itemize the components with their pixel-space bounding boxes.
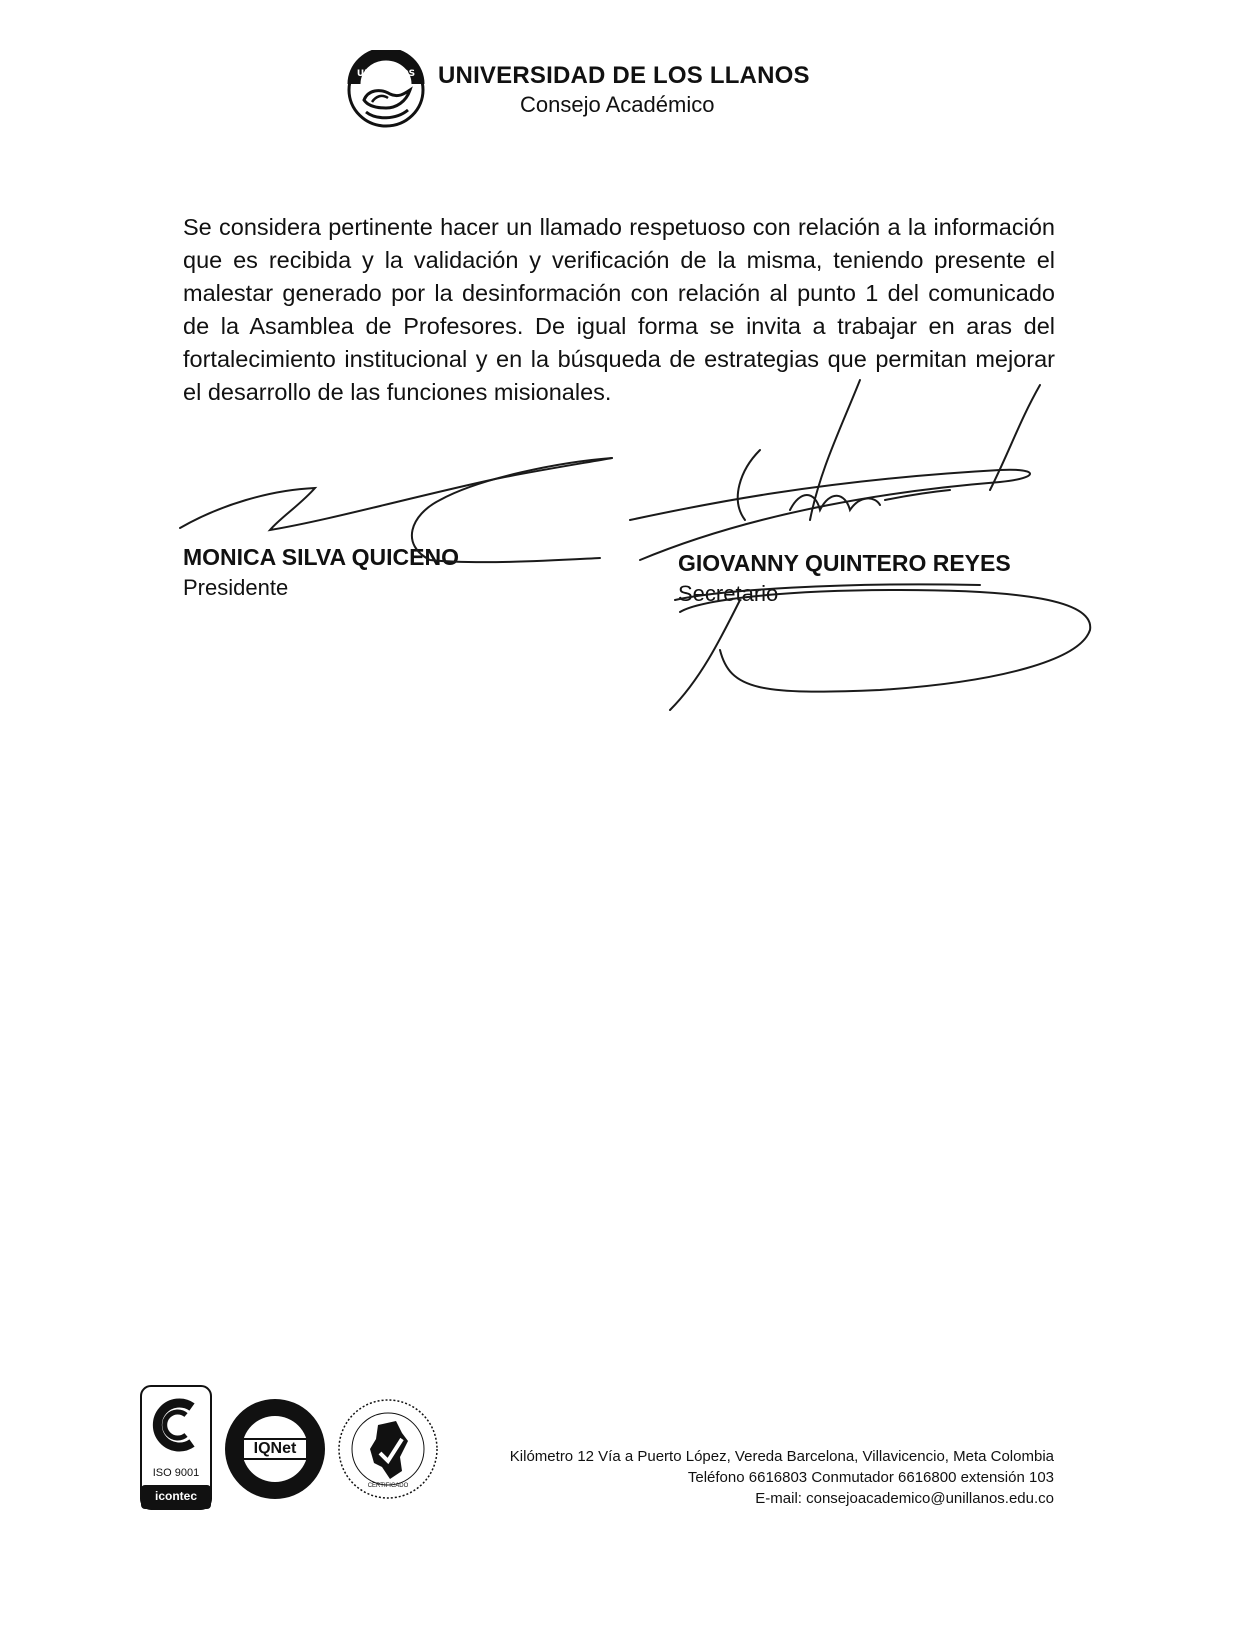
footer-phone: Teléfono 6616803 Conmutador 6616800 extensión 103 xyxy=(687,1469,1054,1486)
iso-standard-label: ISO 9001 xyxy=(152,1467,200,1479)
unillanos-logo-icon xyxy=(346,50,426,130)
ntcgp-seal xyxy=(336,1397,440,1501)
letter-footer xyxy=(510,1446,1054,1509)
ntcgp-bottom-label: CERTIFICADO xyxy=(367,1483,409,1489)
footer-address: Kilómetro 12 Vía a Puerto López, Vereda Barcelona, Villavicencio, Meta Colombia xyxy=(509,1448,1054,1465)
iqnet-seal xyxy=(223,1397,327,1501)
signature-stroke xyxy=(180,458,612,530)
certification-logos xyxy=(140,1385,450,1510)
signature-stroke xyxy=(670,600,740,710)
signature-block-president xyxy=(183,544,459,601)
signer-role: Secretario xyxy=(678,581,779,606)
signature-stroke xyxy=(630,470,1030,560)
signer-name: GIOVANNY QUINTERO REYES xyxy=(678,550,1011,576)
letter-body: Se considera pertinente hacer un llamado respetuoso con relación a la información que es recibida y la validación y verificación de la misma, teniendo presente el malestar generado por la desinformación con relación al punto 1 del comunicado de la Asamblea de Profesores. De igual forma se invita a trabajar en aras del fortalecimiento institucional y en la búsqueda de estrategias que permitan mejorar el desarrollo de las funciones misionales. xyxy=(183,214,1055,405)
icontec-seal xyxy=(140,1385,212,1510)
signature-block-secretary xyxy=(678,550,1011,607)
signature-stroke xyxy=(738,450,760,520)
iqnet-brand-label: IQNet xyxy=(253,1440,297,1457)
signer-name: MONICA SILVA QUICENO xyxy=(183,544,459,570)
signer-role: Presidente xyxy=(183,575,289,600)
institution-name: UNIVERSIDAD DE LOS LLANOS xyxy=(438,62,810,89)
icontec-brand-label: icontec xyxy=(154,1489,197,1503)
svg-text:UNILLANOS: UNILLANOS xyxy=(356,69,416,79)
signature-stroke xyxy=(790,495,880,510)
letterhead xyxy=(346,50,866,130)
footer-email: E-mail: consejoacademico@unillanos.edu.co xyxy=(755,1490,1054,1507)
signature-stroke xyxy=(885,490,950,500)
department-name: Consejo Académico xyxy=(520,92,715,117)
